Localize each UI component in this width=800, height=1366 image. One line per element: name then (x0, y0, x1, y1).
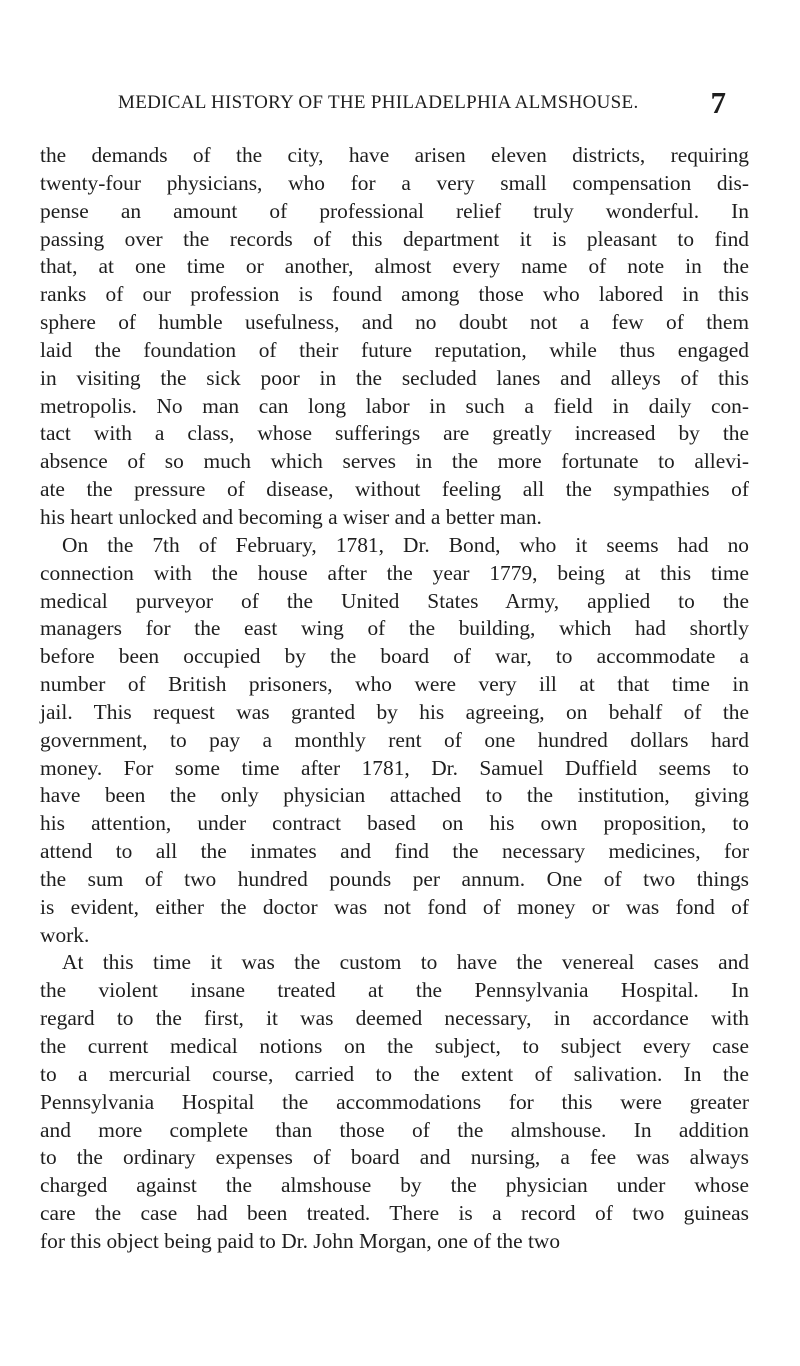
text-line: charged against the almshouse by the physician under whose (40, 1173, 749, 1198)
text-line: work. (40, 922, 90, 947)
running-head-title: MEDICAL HISTORY OF THE PHILADELPHIA ALMSHOUSE. (118, 92, 639, 113)
text-line: the violent insane treated at the Pennsylvania Hospital. In (40, 978, 749, 1003)
text-line: Pennsylvania Hospital the accommodations for this were greater (40, 1089, 749, 1114)
text-line: ranks of our profession is found among those who labored in this (40, 282, 749, 307)
text-line: is evident, either the doctor was not fond of money or was fond of (40, 894, 749, 919)
text-line: his heart unlocked and becoming a wiser and a better man. (40, 504, 542, 529)
text-line: his attention, under contract based on his own proposition, to (40, 811, 749, 836)
text-line: ate the pressure of disease, without feeling all the sympathies of (40, 477, 749, 502)
text-line: before been occupied by the board of war, to accommodate a (40, 644, 749, 669)
text-line: twenty-four physicians, who for a very small compensation dis- (40, 170, 749, 195)
text-line: laid the foundation of their future reputation, while thus engaged (40, 337, 749, 362)
text-line: the current medical notions on the subject, to subject every case (40, 1034, 749, 1058)
text-line: sphere of humble usefulness, and no doubt not a few of them (40, 310, 749, 335)
text-line: pense an amount of professional relief truly wonderful. In (40, 198, 749, 223)
text-line: number of British prisoners, who were very ill at that time in (40, 672, 749, 697)
text-line: for this object being paid to Dr. John Morgan, one of the two (40, 1228, 561, 1253)
paragraph (40, 142, 749, 532)
text-line: money. For some time after 1781, Dr. Samuel Duffield seems to (40, 755, 749, 780)
text-line: On the 7th of February, 1781, Dr. Bond, who it seems had no (62, 532, 749, 557)
paragraph (40, 532, 749, 950)
text-line: to a mercurial course, carried to the extent of salivation. In the (40, 1061, 749, 1086)
paragraph (40, 949, 749, 1255)
text-line: At this time it was the custom to have the venereal cases and (62, 950, 749, 975)
text-line: tact with a class, whose sufferings are greatly increased by the (40, 421, 749, 446)
text-line: and more complete than those of the almshouse. In addition (40, 1117, 749, 1142)
text-line: in visiting the sick poor in the secluded lanes and alleys of this (40, 365, 749, 390)
text-line: to the ordinary expenses of board and nursing, a fee was always (40, 1145, 749, 1170)
text-line: managers for the east wing of the building, which had shortly (40, 616, 749, 641)
text-line: attend to all the inmates and find the necessary medicines, for (40, 839, 749, 864)
text-line: have been the only physician attached to the institution, giving (40, 783, 749, 808)
text-line: the demands of the city, have arisen eleven districts, requiring (40, 143, 749, 167)
text-line: government, to pay a monthly rent of one hundred dollars hard (40, 727, 749, 752)
text-line: metropolis. No man can long labor in such a field in daily con- (40, 393, 749, 418)
text-line: regard to the first, it was deemed necessary, in accordance with (40, 1006, 749, 1031)
text-line: care the case had been treated. There is a record of two guineas (40, 1201, 749, 1226)
text-line: connection with the house after the year 1779, being at this time (40, 560, 749, 585)
text-line: the sum of two hundred pounds per annum. One of two things (40, 866, 749, 891)
text-line: jail. This request was granted by his agreeing, on behalf of the (40, 699, 749, 724)
text-line: that, at one time or another, almost every name of note in the (40, 254, 749, 279)
text-line: absence of so much which serves in the more fortunate to allevi- (40, 449, 749, 474)
running-head (118, 85, 726, 122)
body-text (40, 142, 749, 1256)
text-line: passing over the records of this department it is pleasant to find (40, 226, 749, 251)
text-line: medical purveyor of the United States Army, applied to the (40, 588, 749, 613)
page-number: 7 (710, 85, 726, 120)
